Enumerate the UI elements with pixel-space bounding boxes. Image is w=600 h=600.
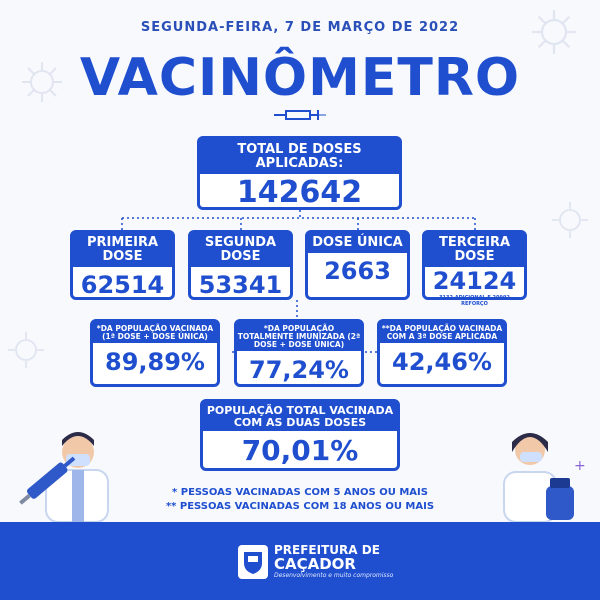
pct-immunized-box bbox=[234, 319, 364, 387]
second-dose-label: SEGUNDA DOSE bbox=[191, 233, 290, 267]
single-dose-label: DOSE ÚNICA bbox=[308, 233, 407, 253]
logo-tagline: Desenvolvimento e muito compromisso bbox=[274, 572, 394, 579]
third-dose-value: 24124 bbox=[432, 267, 517, 295]
total-vaccinated-label: POPULAÇÃO TOTAL VACINADA COM AS DUAS DOSES bbox=[203, 402, 397, 431]
page-title: VACINÔMETRO bbox=[79, 48, 521, 108]
total-vaccinated-value: 70,01% bbox=[241, 434, 359, 467]
svg-text:+: + bbox=[574, 458, 586, 474]
pct-third-dose-label: **DA POPULAÇÃO VACINADA COM A 3ª DOSE APLICADA bbox=[381, 324, 503, 341]
third-dose-box bbox=[422, 230, 527, 307]
crest-icon bbox=[238, 545, 268, 579]
logo-line2: CAÇADOR bbox=[274, 555, 356, 573]
pct-vaccinated-label: *DA POPULAÇÃO VACINADA (1ª DOSE + DOSE ÚNICA) bbox=[93, 322, 217, 343]
second-dose-box bbox=[188, 230, 293, 300]
pct-immunized-value: 77,24% bbox=[249, 356, 349, 384]
total-doses-box bbox=[197, 136, 402, 210]
pct-third-dose-value: 42,46% bbox=[392, 348, 492, 376]
prefeitura-logo bbox=[238, 544, 393, 580]
pct-vaccinated-box bbox=[90, 319, 220, 387]
total-doses-label: TOTAL DE DOSES APLICADAS: bbox=[200, 139, 399, 174]
total-doses-value: 142642 bbox=[236, 175, 363, 210]
footer-bar bbox=[0, 522, 600, 600]
single-dose-value: 2663 bbox=[324, 257, 391, 285]
footnote-2: ** PESSOAS VACINADAS COM 18 ANOS OU MAIS bbox=[165, 501, 435, 512]
first-dose-label: PRIMEIRA DOSE bbox=[73, 233, 172, 267]
total-vaccinated-box bbox=[200, 399, 400, 471]
second-dose-value: 53341 bbox=[198, 271, 283, 299]
third-dose-note: 3132 ADICIONAL E 20992 REFORÇO bbox=[439, 295, 510, 307]
first-dose-box bbox=[70, 230, 175, 300]
footnotes bbox=[0, 486, 600, 514]
first-dose-value: 62514 bbox=[80, 271, 165, 299]
date-label: SEGUNDA-FEIRA, 7 DE MARÇO DE 2022 bbox=[140, 20, 460, 35]
third-dose-label: TERCEIRA DOSE bbox=[425, 233, 524, 267]
single-dose-box bbox=[305, 230, 410, 300]
logo-line1: PREFEITURA DE bbox=[274, 543, 380, 557]
pct-vaccinated-value: 89,89% bbox=[105, 348, 205, 376]
pct-immunized-label: *DA POPULAÇÃO TOTALMENTE IMUNIZADA (2ª DOSE + DOSE ÚNICA) bbox=[237, 324, 361, 349]
pct-third-dose-box bbox=[377, 319, 507, 387]
footnote-1: * PESSOAS VACINADAS COM 5 ANOS OU MAIS bbox=[172, 487, 428, 498]
